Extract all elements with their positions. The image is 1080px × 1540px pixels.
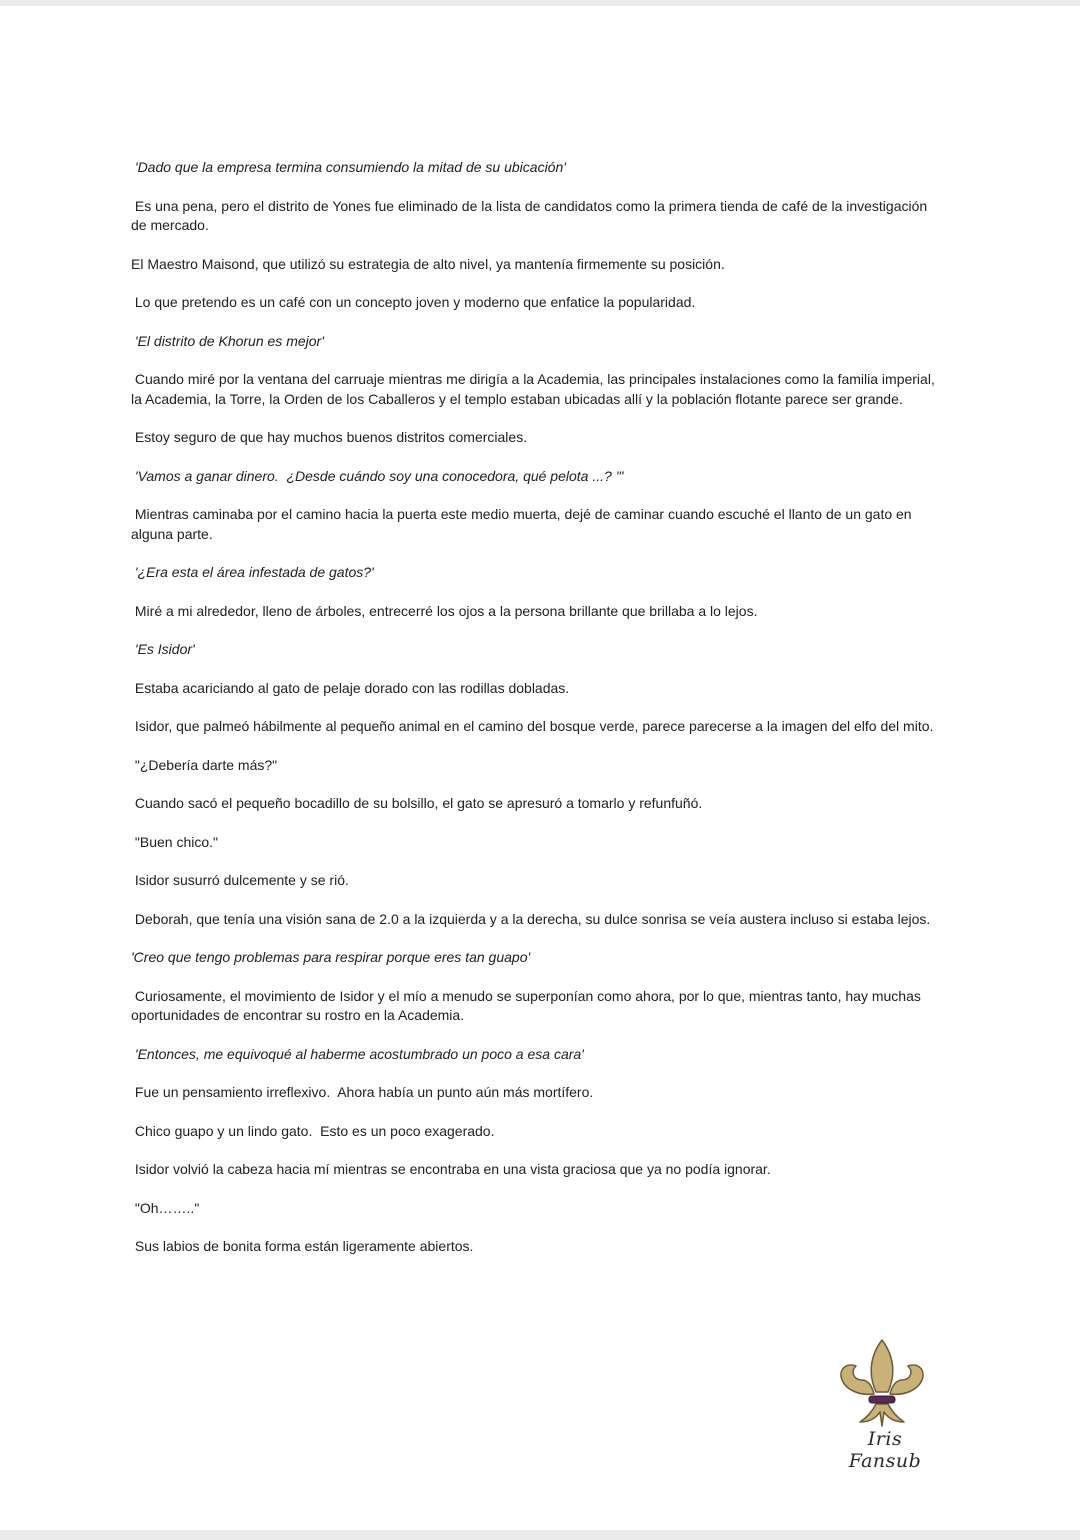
paragraph: Lo que pretendo es un café con un concepto joven y moderno que enfatice la popularidad. — [131, 294, 696, 310]
paragraph: El Maestro Maisond, que utilizó su estrategia de alto nivel, ya mantenía firmemente su posición. — [131, 255, 725, 272]
thought-paragraph: 'El distrito de Khorun es mejor' — [131, 332, 324, 349]
paragraph: "Oh…….." — [131, 1199, 200, 1216]
paragraph: Cuando sacó el pequeño bocadillo de su bolsillo, el gato se apresuró a tomarlo y refunfuñó. — [131, 795, 703, 811]
document-body — [131, 158, 946, 1276]
document-page — [0, 6, 1080, 1530]
watermark-logo — [830, 1336, 940, 1472]
fleur-band — [869, 1396, 895, 1403]
thought-paragraph: 'Dado que la empresa termina consumiendo la mitad de su ubicación' — [131, 159, 566, 175]
paragraph: Chico guapo y un lindo gato. Esto es un poco exagerado. — [131, 1122, 495, 1139]
paragraph: Miré a mi alrededor, lleno de árboles, entrecerré los ojos a la persona brillante que brillaba a lo lejos. — [131, 602, 758, 619]
thought-paragraph: 'Entonces, me equivoqué al haberme acostumbrado un poco a esa cara' — [131, 1045, 584, 1062]
thought-paragraph: '¿Era esta el área infestada de gatos?' — [131, 564, 374, 580]
paragraph: Estaba acariciando al gato de pelaje dorado con las rodillas dobladas. — [131, 679, 570, 696]
paragraph: Estoy seguro de que hay muchos buenos distritos comerciales. — [131, 429, 528, 445]
paragraph: Cuando miré por la ventana del carruaje mientras me dirigía a la Academia, las principales instalaciones como la familia imperial, la Academia, la Torre, la Orden de los Caballeros y el templo estaban ubicadas allí y la población flotante parece ser grande. — [131, 371, 939, 407]
paragraph: Isidor, que palmeó hábilmente al pequeño animal en el camino del bosque verde, parece parecerse a la imagen del elfo del mito. — [131, 718, 934, 734]
paragraph: Deborah, que tenía una visión sana de 2.0 a la izquierda y a la derecha, su dulce sonrisa se veía austera incluso si estaba lejos. — [131, 910, 931, 927]
paragraph: "Buen chico." — [131, 833, 218, 850]
paragraph: Sus labios de bonita forma están ligeramente abiertos. — [131, 1238, 474, 1254]
thought-paragraph: 'Vamos a ganar dinero. ¿Desde cuándo soy una conocedora, qué pelota ...? '" — [131, 467, 624, 484]
thought-paragraph: 'Creo que tengo problemas para respirar porque eres tan guapo' — [131, 949, 531, 965]
paragraph: "¿Debería darte más?" — [131, 756, 278, 773]
paragraph: Curiosamente, el movimiento de Isidor y el mío a menudo se superponían como ahora, por lo que, mientras tanto, hay muchas oportunidades de encontrar su rostro en la Academia. — [131, 987, 925, 1023]
paragraph: Isidor volvió la cabeza hacia mí mientras se encontraba en una vista graciosa que ya no podía ignorar. — [131, 1161, 771, 1177]
paragraph: Mientras caminaba por el camino hacia la puerta este medio muerta, dejé de caminar cuando escuché el llanto de un gato en alguna parte. — [131, 506, 916, 542]
thought-paragraph: 'Es Isidor' — [131, 641, 195, 657]
paragraph: Es una pena, pero el distrito de Yones fue eliminado de la lista de candidatos como la primera tienda de café de la investigación de mercado. — [131, 197, 932, 233]
paragraph: Isidor susurró dulcemente y se rió. — [131, 872, 349, 888]
watermark-text: Iris Fansub — [848, 1428, 922, 1472]
fleur-de-lis-icon — [830, 1336, 940, 1428]
paragraph: Fue un pensamiento irreflexivo. Ahora había un punto aún más mortífero. — [131, 1084, 594, 1100]
